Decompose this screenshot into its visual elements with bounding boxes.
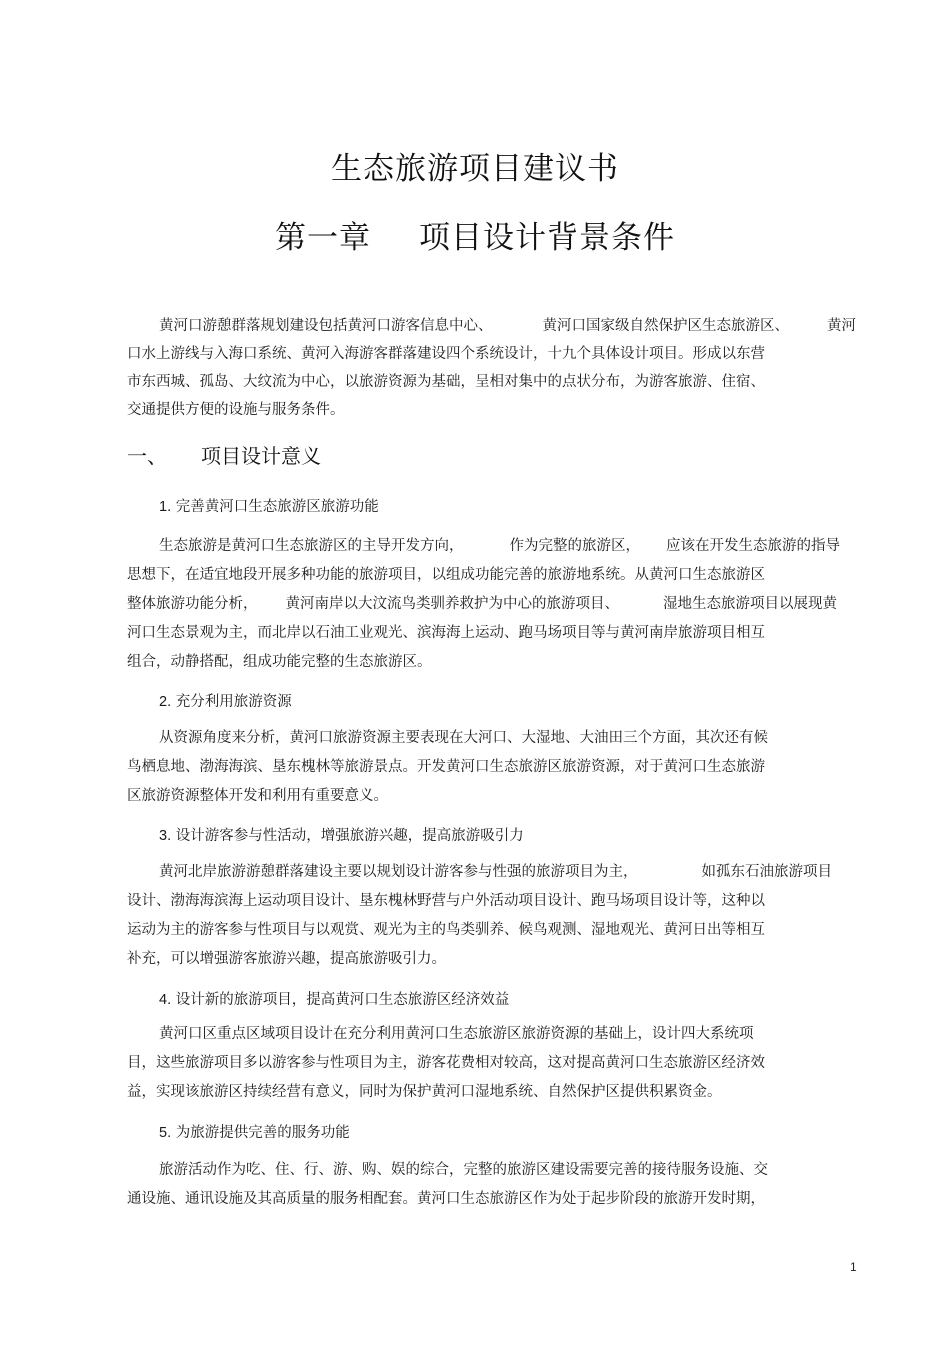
subsection-heading: 2. 充分利用旅游资源 [159,694,292,710]
page-number: 1 [850,1260,857,1274]
paragraph-line: 整体旅游功能分析， 黄河南岸以大汶流鸟类驯养救护为中心的旅游项目、 湿地生态旅游项目以展现黄 [127,596,837,612]
paragraph-line: 旅游活动作为吃、住、行、游、购、娱的综合，完整的旅游区建设需要完善的接待服务设施、交 [159,1162,768,1178]
paragraph-line: 通设施、通讯设施及其高质量的服务相配套。黄河口生态旅游区作为处于起步阶段的旅游开发时期， [127,1191,765,1207]
document-title: 生态旅游项目建议书 [331,151,619,187]
intro-line: 市东西城、孤岛、大纹流为中心，以旅游资源为基础，呈相对集中的点状分布，为游客旅游、住宿、 [127,374,765,390]
paragraph-line: 目，这些旅游项目多以游客参与性项目为主，游客花费相对较高，这对提高黄河口生态旅游区经济效 [127,1055,765,1071]
subsection-heading: 1. 完善黄河口生态旅游区旅游功能 [159,499,379,515]
paragraph-line: 生态旅游是黄河口生态旅游区的主导开发方向， 作为完整的旅游区， 应该在开发生态旅游的指导 [159,538,840,554]
paragraph-line: 从资源角度来分析，黄河口旅游资源主要表现在大河口、大湿地、大油田三个方面，其次还有候 [159,730,768,746]
chapter-name: 项目设计背景条件 [419,220,675,256]
subsection-heading: 4. 设计新的旅游项目，提高黄河口生态旅游区经济效益 [159,992,510,1008]
paragraph-line: 益，实现该旅游区持续经营有意义，同时为保护黄河口湿地系统、自然保护区提供积累资金。 [127,1084,722,1100]
paragraph-line: 区旅游资源整体开发和利用有重要意义。 [127,788,388,804]
paragraph-line: 黄河口区重点区域项目设计在充分利用黄河口生态旅游区旅游资源的基础上，设计四大系统项 [159,1026,754,1042]
intro-line: 交通提供方便的设施与服务条件。 [127,402,345,418]
paragraph-line: 设计、渤海海滨海上运动项目设计、垦东槐林野营与户外活动项目设计、跑马场项目设计等，这种以 [127,893,765,909]
section-title: 项目设计意义 [201,444,321,468]
paragraph-line: 黄河北岸旅游游憩群落建设主要以规划设计游客参与性强的旅游项目为主， 如孤东石油旅游项目 [159,864,832,880]
chapter-heading [0,212,950,257]
paragraph-line: 运动为主的游客参与性项目与以观赏、观光为主的鸟类驯养、候鸟观测、湿地观光、黄河日出等相互 [127,922,765,938]
paragraph-line: 组合，动静搭配，组成功能完整的生态旅游区。 [127,654,432,670]
section-heading [127,440,321,469]
intro-line: 黄河口游憩群落规划建设包括黄河口游客信息中心、 黄河口国家级自然保护区生态旅游区、 黄河 [159,318,856,334]
paragraph-line: 鸟栖息地、渤海海滨、垦东槐林等旅游景点。开发黄河口生态旅游区旅游资源，对于黄河口生态旅游 [127,759,765,775]
subsection-heading: 3. 设计游客参与性活动，增强旅游兴趣，提高旅游吸引力 [159,828,524,844]
paragraph-line: 补充，可以增强游客旅游兴趣，提高旅游吸引力。 [127,951,446,967]
chapter-label: 第一章 [275,220,371,256]
intro-line: 口水上游线与入海口系统、黄河入海游客群落建设四个系统设计，十九个具体设计项目。形成以东营 [127,346,765,362]
section-number: 一、 [127,444,167,468]
subsection-heading: 5. 为旅游提供完善的服务功能 [159,1125,350,1141]
paragraph-line: 思想下，在适宜地段开展多种功能的旅游项目，以组成功能完善的旅游地系统。从黄河口生态旅游区 [127,567,765,583]
paragraph-line: 河口生态景观为主，而北岸以石油工业观光、滨海海上运动、跑马场项目等与黄河南岸旅游项目相互 [127,625,765,641]
